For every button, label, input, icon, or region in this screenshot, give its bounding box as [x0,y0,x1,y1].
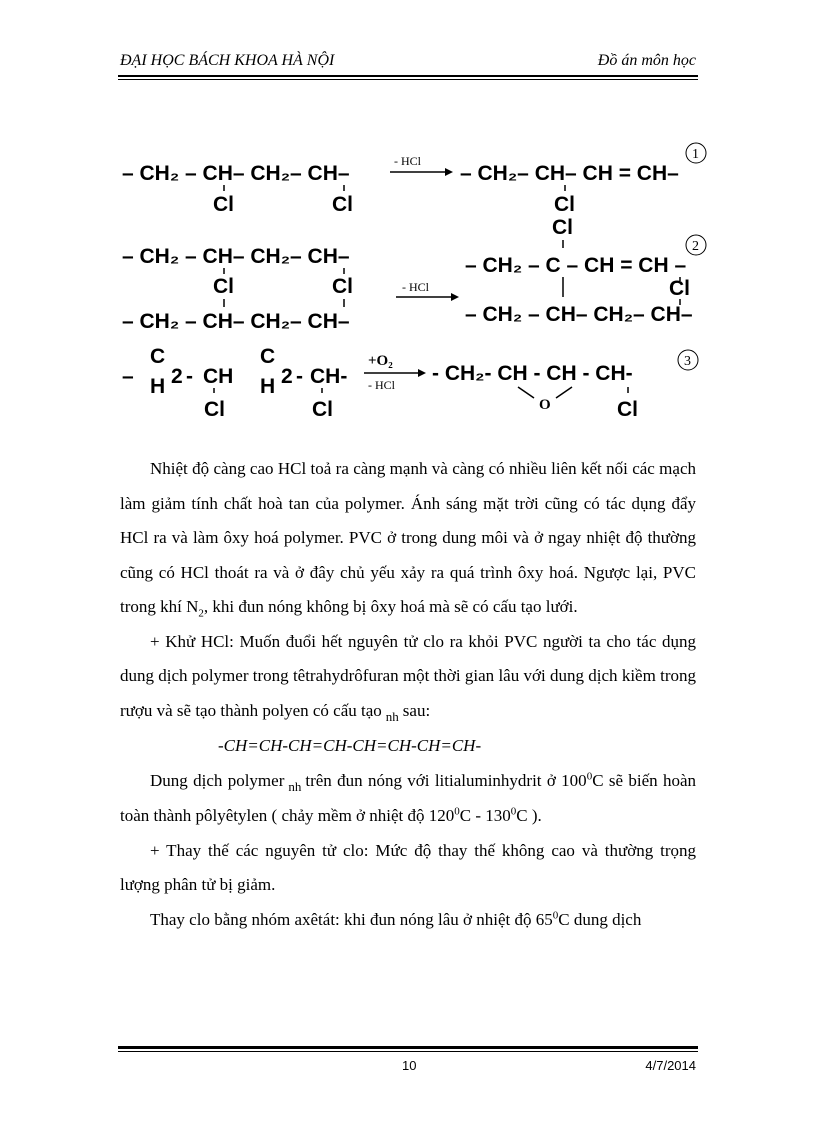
r3-product-cl: Cl [617,398,638,421]
r1-reactant-chain: – CH₂ – CH– CH₂– CH– [122,162,350,185]
r2-product-mid-cl: Cl [669,277,690,300]
svg-text:-: - [186,365,193,388]
paragraph-dehydrochlorination: + Khử HCl: Muốn đuổi hết nguyên tử clo ra khỏi PVC người ta cho tác dụng dung dịch polymer trong têtrahydrôfuran một thời gian lâu với dung dịch kiềm trong rượu và sẽ tạo thành polyen có cấu tạo $_{nh}$ sau: [120,631,696,724]
r1-product-chain: – CH₂– CH– CH = CH– [460,162,679,185]
footer-rule-thin [118,1051,698,1052]
header-rule-thin [118,79,698,80]
r3-c1: C [150,345,166,368]
svg-text:–: – [122,365,134,388]
r3-h1: H [150,375,166,398]
r3-sub2b: 2 [281,365,293,388]
body-text [120,452,696,937]
r1-condition: - HCl [394,154,421,168]
r3-h2: H [260,375,276,398]
r1-reactant-cl1: Cl [213,193,234,216]
header-institution: ĐẠI HỌC BÁCH KHOA HÀ NỘI [120,52,335,69]
header-rule [118,75,698,77]
paragraph-heat-effect: Nhiệt độ càng cao HCl toả ra càng mạnh và càng có nhiều liên kết nối các mạch làm giảm tính chất hoà tan của polymer. Ánh sáng mặt trời cũng có tác dụng đẩy HCl ra và làm ôxy hoá polymer. PVC ở trong dung môi và ở ngay nhiệt độ thường cũng có HCl thoát ra và ở đây chủ yếu xảy ra quá trình ôxy hoá. Ngược lại, PVC trong khí $N_2$, khi đun nóng không bị ôxy hoá mà sẽ có cấu tạo lưới. [120,459,696,620]
r2-reactant-cl1: Cl [213,275,234,298]
reaction-1 [122,143,706,216]
r3-product-chain: - CH₂- CH - CH - CH- [432,362,633,385]
r2-product-top-cl: Cl [552,216,573,239]
reaction-2 [122,216,706,333]
r1-product-cl: Cl [554,193,575,216]
paragraph-acetate: Thay clo bằng nhóm axêtát: khi đun nóng lâu ở nhiệt độ $65^0C$ dung dịch [150,908,642,929]
r1-reactant-cl2: Cl [332,193,353,216]
r2-condition: - HCl [402,280,429,294]
r3-product-o: O [539,397,551,413]
paragraph-substitution: + Thay thế các nguyên tử clo: Mức độ thay thế không cao và thường trọng lượng phân tử bị giảm. [120,840,696,894]
reaction-3 [122,345,698,421]
r2-label: 2 [692,239,699,254]
r3-condition-bottom: - HCl [368,378,395,392]
svg-text:-: - [296,365,303,388]
reaction-scheme [110,135,720,425]
r3-ch2: CH- [310,365,348,388]
r2-reactant-bottom: – CH₂ – CH– CH₂– CH– [122,310,350,333]
r2-product-bottom: – CH₂ – CH– CH₂– CH– [465,303,693,326]
r3-label: 3 [684,354,691,369]
r2-reactant-top: – CH₂ – CH– CH₂– CH– [122,245,350,268]
r3-sub2a: 2 [171,365,183,388]
footer-rule [118,1046,698,1049]
r3-c2: C [260,345,276,368]
r1-label: 1 [692,147,699,162]
r3-cl2: Cl [312,398,333,421]
r3-ch1: CH [203,365,234,388]
page-number: 10 [402,1058,417,1073]
polyene-formula: -CH=CH-CH=CH-CH=CH-CH=CH- [218,736,482,755]
paragraph-reduction: Dung dịch polymer $_{nh}$ trên đun nóng với litialuminhydrit ở $100^0C$ sẽ biến hoàn toàn thành pôlyêtylen ( chảy mềm ở nhiệt độ $120^0C - 130^0C$ ). [120,769,696,825]
r3-cl1: Cl [204,398,225,421]
r2-reactant-cl2: Cl [332,275,353,298]
r3-condition-top: +O₂ [368,353,393,369]
header-document-type: Đồ án môn học [597,52,696,69]
r2-product-top: – CH₂ – C – CH = CH – [465,254,687,277]
footer-date: 4/7/2014 [645,1058,696,1073]
